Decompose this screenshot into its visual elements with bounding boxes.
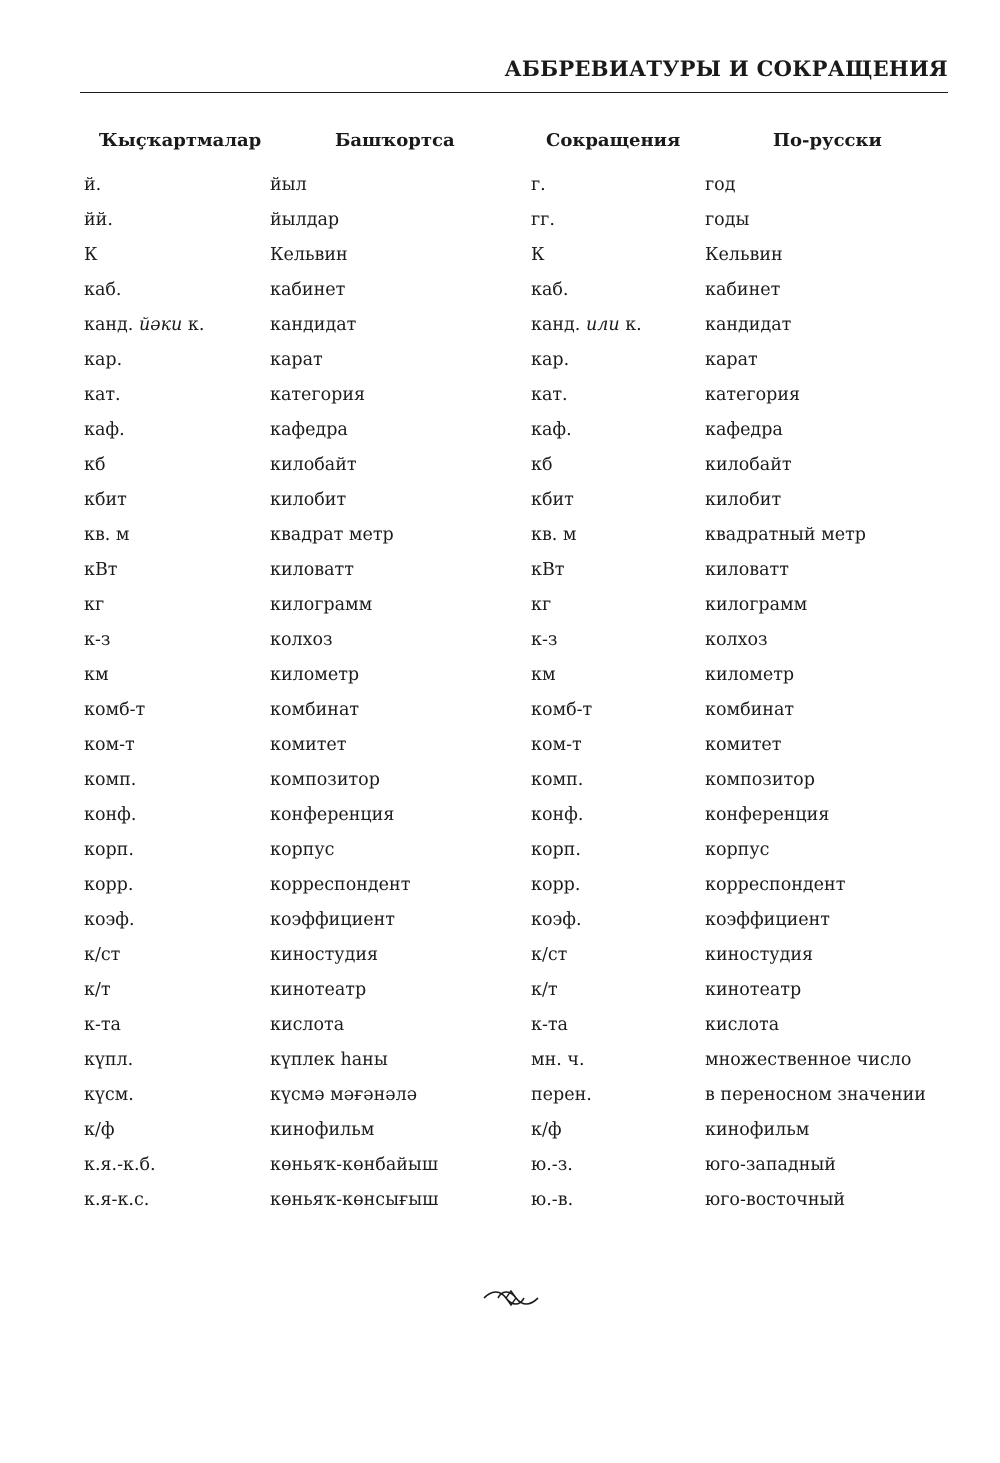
table-row [84,595,944,630]
cell: к.я.-к.б. [84,1155,156,1175]
cell: кат. [531,385,568,405]
table-row [84,980,944,1015]
cell: кафедра [705,420,783,440]
cell: конф. [531,805,584,825]
cell: комб-т [531,700,593,720]
cell: каф. [531,420,572,440]
table-row [84,945,944,980]
cell: конференция [705,805,830,825]
cell: кинотеатр [270,980,367,1000]
decorative-flourish-icon [482,1287,540,1309]
cell: килобит [705,490,782,510]
cell: квадрат метр [270,525,394,545]
cell: к/т [84,980,111,1000]
cell: ком-т [531,735,582,755]
cell-part: канд. [531,315,581,335]
cell: км [531,665,556,685]
cell: в переносном значении [705,1085,926,1105]
cell: кандидат [705,315,792,335]
table-row [84,1120,944,1155]
cell: йыл [270,175,307,195]
cell: к.я-к.с. [84,1190,150,1210]
cell: кабинет [705,280,781,300]
table-row [84,1155,944,1190]
cell: корреспондент [270,875,411,895]
cell: кб [84,455,106,475]
cell: кинотеатр [705,980,802,1000]
cell [531,315,642,335]
cell: күсм. [84,1085,134,1105]
cell: килобит [270,490,347,510]
table-row [84,280,944,315]
cell: ю.-в. [531,1190,574,1210]
table-row [84,1015,944,1050]
cell: кислота [705,1015,780,1035]
table-row [84,1190,944,1225]
cell: конференция [270,805,395,825]
cell: г. [531,175,546,195]
cell: мн. ч. [531,1050,585,1070]
cell: корп. [84,840,134,860]
cell: киностудия [705,945,814,965]
cell [84,315,204,335]
cell: колхоз [705,630,768,650]
cell: кислота [270,1015,345,1035]
cell: к-та [84,1015,121,1035]
cell: кб [531,455,553,475]
cell: киловатт [270,560,354,580]
cell: годы [705,210,750,230]
table-row [84,175,944,210]
cell: корпус [705,840,770,860]
cell: коэффициент [270,910,395,930]
cell: коэф. [531,910,582,930]
cell: килобайт [705,455,792,475]
table-row [84,910,944,945]
cell: комп. [84,770,137,790]
cell: колхоз [270,630,333,650]
cell: Кельвин [705,245,783,265]
cell: к-з [84,630,111,650]
table-row [84,350,944,385]
table-row [84,630,944,665]
table-row [84,700,944,735]
table-row [84,315,944,350]
cell: кбит [531,490,574,510]
cell: килограмм [270,595,373,615]
table-row [84,245,944,280]
cell: каб. [531,280,569,300]
cell: корр. [84,875,134,895]
cell: категория [705,385,801,405]
cell: категория [270,385,366,405]
cell-conjunction: или [585,315,620,335]
column-header-bashkir-full: Башҡортса [335,130,455,151]
cell: коэф. [84,910,135,930]
cell: көньяҡ-көнбайыш [270,1155,439,1175]
cell: кбит [84,490,127,510]
cell: кар. [531,350,570,370]
cell: йылдар [270,210,340,230]
table-row [84,1085,944,1120]
cell: километр [705,665,795,685]
cell: кв. м [531,525,577,545]
table-row [84,770,944,805]
cell: ком-т [84,735,135,755]
page-header [80,52,948,93]
cell: киностудия [270,945,379,965]
table-row [84,525,944,560]
table-row [84,840,944,875]
cell: корп. [531,840,581,860]
cell: комб-т [84,700,146,720]
cell: ю.-з. [531,1155,573,1175]
cell: кВт [84,560,118,580]
cell: кг [531,595,552,615]
cell: күплек һаны [270,1050,388,1070]
cell: кар. [84,350,123,370]
cell: карат [705,350,758,370]
cell: корпус [270,840,335,860]
cell: кинофильм [705,1120,810,1140]
table-row [84,875,944,910]
cell: каб. [84,280,122,300]
cell: комбинат [705,700,795,720]
cell: карат [270,350,323,370]
cell: гг. [531,210,555,230]
cell: квадратный метр [705,525,866,545]
cell-part: к. [625,315,642,335]
cell: к-з [531,630,558,650]
abbreviations-table [84,130,944,1225]
table-row [84,210,944,245]
cell: каф. [84,420,125,440]
cell: комп. [531,770,584,790]
column-header-russian-full: По-русски [773,130,882,151]
cell: киловатт [705,560,789,580]
cell: комитет [270,735,347,755]
table-header-row [84,130,944,175]
cell: год [705,175,736,195]
cell: юго-западный [705,1155,836,1175]
table-row [84,455,944,490]
cell: килобайт [270,455,357,475]
cell: кг [84,595,105,615]
cell: Кельвин [270,245,348,265]
column-header-russian-abbr: Сокращения [546,130,681,151]
cell: конф. [84,805,137,825]
cell: кафедра [270,420,348,440]
cell: к-та [531,1015,568,1035]
cell: комбинат [270,700,360,720]
table-row [84,735,944,770]
page-title: АББРЕВИАТУРЫ И СОКРАЩЕНИЯ [504,56,948,81]
cell: множественное число [705,1050,912,1070]
cell: перен. [531,1085,592,1105]
cell: коэффициент [705,910,830,930]
cell: километр [270,665,360,685]
cell: К [531,245,545,265]
cell: км [84,665,109,685]
column-header-bashkir-abbr: Ҡыҫҡартмалар [99,130,262,151]
cell: композитор [705,770,815,790]
cell: комитет [705,735,782,755]
cell: корр. [531,875,581,895]
table-row [84,805,944,840]
cell: кат. [84,385,121,405]
cell: композитор [270,770,380,790]
cell: к/т [531,980,558,1000]
table-row [84,560,944,595]
cell: кВт [531,560,565,580]
cell: корреспондент [705,875,846,895]
cell: кв. м [84,525,130,545]
cell: күсмә мәғәнәлә [270,1085,418,1105]
cell: й. [84,175,102,195]
table-row [84,385,944,420]
cell: кинофильм [270,1120,375,1140]
cell: к/ф [531,1120,562,1140]
cell: килограмм [705,595,808,615]
cell: к/ст [531,945,568,965]
cell: юго-восточный [705,1190,846,1210]
cell: к/ст [84,945,121,965]
cell-conjunction: йәки [138,315,183,335]
table-row [84,1050,944,1085]
table-row [84,490,944,525]
cell: К [84,245,98,265]
cell: күпл. [84,1050,134,1070]
cell: кандидат [270,315,357,335]
cell: көньяҡ-көнсығыш [270,1190,439,1210]
table-row [84,665,944,700]
cell: кабинет [270,280,346,300]
table-row [84,420,944,455]
cell-part: к. [187,315,205,335]
cell: к/ф [84,1120,115,1140]
cell-part: канд. [84,315,134,335]
cell: йй. [84,210,113,230]
